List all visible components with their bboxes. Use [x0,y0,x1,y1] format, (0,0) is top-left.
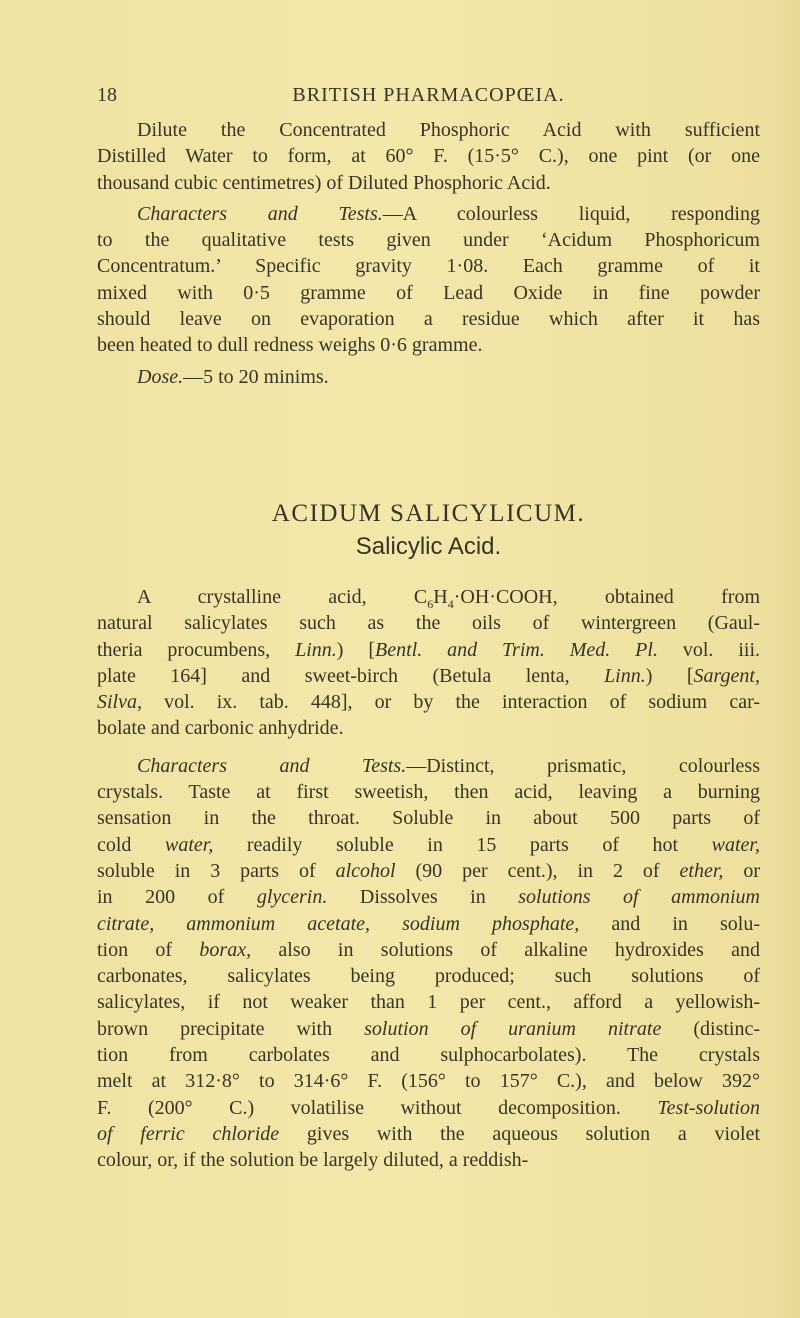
text: —Distinct, prismatic, colourless [406,754,760,777]
paragraph [97,753,760,1174]
text-line [97,117,760,143]
text: H [433,586,448,608]
salicylic-acid-text [97,584,760,1174]
italic-text: Sargent, [693,664,760,687]
italic-text: ether, [679,859,724,882]
text: tion from carbolates and sulphocarbolates). The crystals [97,1044,760,1067]
text: or [723,859,760,882]
text: Dissolves in [327,886,519,909]
text: been heated to dull redness weighs 0·6 gramme. [97,334,483,357]
italic-text: Characters and Tests. [137,754,407,777]
italic-text: water, [711,833,760,856]
text: carbonates, salicylates being produced; such solutions of [97,965,760,988]
text-line [97,779,760,805]
text: cold [97,833,165,856]
text: ·OH·COOH, obtained from [453,586,760,608]
text: ) [ [645,664,694,687]
text-line [97,963,760,989]
text-line [97,753,760,779]
paragraph [97,117,760,196]
paragraph [97,584,760,742]
text-line [97,201,760,227]
text-line [97,1042,760,1068]
italic-text: borax, [199,938,252,961]
text: crystals. Taste at first sweetish, then acid, leaving a burning [97,781,760,804]
text: to the qualitative tests given under ‘Acidum Phosphoricum [97,229,760,252]
text-line [97,637,760,663]
text: Concentratum.’ Specific gravity 1·08. Each gramme of it [97,255,760,278]
section-heading: ACIDUM SALICYLICUM. [271,500,586,527]
text-line [97,332,760,358]
text: soluble in 3 parts of [97,859,336,882]
text-line [97,805,760,831]
text: bolate and carbonic anhydride. [97,717,344,740]
text: Distilled Water to form, at 60° F. (15·5° C.), one pint (or one [97,145,760,168]
text: vol. ix. tab. 448], or by the interaction of sodium car- [142,691,760,714]
italic-text: alcohol [335,859,396,882]
text: thousand cubic centimetres) of Diluted Phosphoric Acid. [97,171,551,194]
text-line [97,253,760,279]
italic-text: glycerin. [256,886,328,909]
text: (distinc- [661,1017,760,1040]
text: F. (200° C.) volatilise without decomposition. [97,1096,658,1119]
running-title: BRITISH PHARMACOPŒIA. [292,84,565,106]
paragraph [97,201,760,359]
italic-text: water, [164,833,214,856]
text-line [97,1068,760,1094]
page-number: 18 [97,84,117,106]
text-line [97,610,760,636]
text: tion of [97,938,200,961]
text-line [97,364,760,390]
text: should leave on evaporation a residue which after it has [97,308,760,331]
text: and in solu- [579,912,760,935]
italic-text: Linn. [604,664,646,687]
text: in 200 of [97,886,257,909]
italic-text: Dose. [137,365,184,388]
italic-text: Test-solution [657,1096,760,1119]
italic-text: Characters and Tests. [137,202,383,225]
text-line [97,143,760,169]
text: colour, or, if the solution be largely diluted, a reddish- [97,1149,529,1172]
text-line [97,170,760,196]
text-line [97,1095,760,1121]
section-subheading: Salicylic Acid. [355,533,502,560]
text: brown precipitate with [97,1017,365,1040]
italic-text: solution of uranium nitrate [364,1017,662,1040]
text: also in solutions of alkaline hydroxides and [251,938,760,961]
text: ) [ [336,638,376,661]
text-line [97,858,760,884]
subscript: 6 [427,597,434,611]
subscript: 4 [447,597,454,611]
text-line [97,663,760,689]
text-line [97,884,760,910]
text-line [97,832,760,858]
text-line [97,689,760,715]
text: salicylates, if not weaker than 1 per cent., afford a yellowish- [97,991,760,1014]
text: readily soluble in 15 parts of hot [213,833,712,856]
text: —A colourless liquid, responding [382,202,760,225]
italic-text: citrate, ammonium acetate, sodium phosphate, [97,912,580,935]
text-line [97,280,760,306]
text-line [97,306,760,332]
paragraph [97,364,760,390]
text: sensation in the throat. Soluble in about 500 parts of [97,807,760,830]
italic-text: Silva, [97,691,142,714]
text: A crystalline acid, C [137,586,428,608]
italic-text: Bentl. and Trim. Med. Pl. [375,638,658,661]
text: theria procumbens, [97,638,296,661]
text: vol. iii. [657,638,760,661]
text-line [97,227,760,253]
italic-text: solutions of ammonium [518,886,760,909]
text-line [97,715,760,741]
text: mixed with 0·5 gramme of Lead Oxide in fine powder [97,281,760,304]
phosphoric-acid-text [97,117,760,390]
text-line [97,1147,760,1173]
text: Dilute the Concentrated Phosphoric Acid with sufficient [137,119,760,141]
text-line [97,1016,760,1042]
text-line [97,584,760,610]
italic-text: Linn. [295,638,337,661]
text-line [97,989,760,1015]
text-line [97,1121,760,1147]
text: (90 per cent.), in 2 of [395,859,680,882]
text: melt at 312·8° to 314·6° F. (156° to 157° C.), and below 392° [97,1070,760,1093]
text: plate 164] and sweet-birch (Betula lenta, [97,664,605,687]
text: natural salicylates such as the oils of wintergreen (Gaul- [97,612,760,635]
text: —5 to 20 minims. [183,365,329,388]
italic-text: of ferric chloride [97,1122,280,1145]
running-head [97,84,760,110]
text-line [97,911,760,937]
text-line [97,937,760,963]
text: gives with the aqueous solution a violet [279,1122,760,1145]
